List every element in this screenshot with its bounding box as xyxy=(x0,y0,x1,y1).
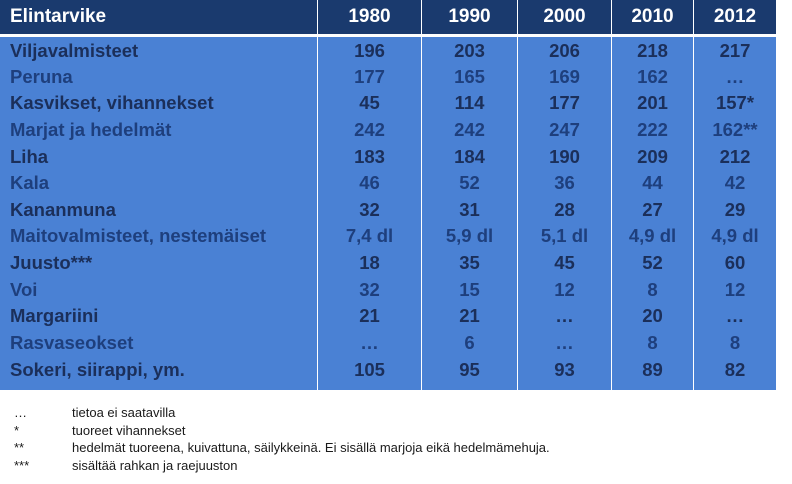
table-cell: 212 xyxy=(694,143,776,170)
table-cell: 46 xyxy=(318,170,422,197)
footnote-symbol: * xyxy=(14,422,20,438)
footnote-text: sisältää rahkan ja raejuuston xyxy=(72,457,238,473)
table-cell: 217 xyxy=(694,37,776,64)
table-cell: 8 xyxy=(612,276,694,303)
table-cell: 247 xyxy=(518,117,612,144)
header-cell: 2010 xyxy=(612,0,694,37)
table-cell: 6 xyxy=(422,330,518,357)
table-row xyxy=(0,64,776,91)
table-cell: 177 xyxy=(518,90,612,117)
table-cell: 20 xyxy=(612,303,694,330)
table-row xyxy=(0,117,776,144)
footnote-text: tietoa ei saatavilla xyxy=(72,405,176,420)
footnote xyxy=(14,439,550,457)
table-cell: 165 xyxy=(422,64,518,91)
table-cell: 177 xyxy=(318,64,422,91)
header-cell: 2012 xyxy=(694,0,776,37)
table-cell: 105 xyxy=(318,356,422,390)
table-cell: 44 xyxy=(612,170,694,197)
table-cell: 4,9 dl xyxy=(612,223,694,250)
table-cell: 60 xyxy=(694,250,776,277)
table-cell: … xyxy=(694,303,776,330)
footnote-symbol: … xyxy=(14,405,27,420)
footnote xyxy=(14,422,550,440)
footnotes xyxy=(14,404,550,474)
table-row xyxy=(0,356,776,390)
row-label: Sokeri, siirappi, ym. xyxy=(0,356,318,390)
table-cell: 45 xyxy=(318,90,422,117)
table-cell: 8 xyxy=(694,330,776,357)
table-cell: 7,4 dl xyxy=(318,223,422,250)
table-cell: 31 xyxy=(422,197,518,224)
table-row xyxy=(0,143,776,170)
table-cell: 157* xyxy=(694,90,776,117)
footnote-text: tuoreet vihannekset xyxy=(72,422,186,438)
table-cell: 114 xyxy=(422,90,518,117)
table-row xyxy=(0,90,776,117)
table-row xyxy=(0,170,776,197)
table-cell: 222 xyxy=(612,117,694,144)
table-cell: 5,9 dl xyxy=(422,223,518,250)
table-cell: 29 xyxy=(694,197,776,224)
table-cell: 32 xyxy=(318,276,422,303)
table-cell: 28 xyxy=(518,197,612,224)
row-label: Margariini xyxy=(0,303,318,330)
table-cell: 52 xyxy=(422,170,518,197)
table-cell: 52 xyxy=(612,250,694,277)
table-cell: 8 xyxy=(612,330,694,357)
table-row xyxy=(0,330,776,357)
footnote xyxy=(14,457,550,475)
table-cell: … xyxy=(518,303,612,330)
table-cell: 169 xyxy=(518,64,612,91)
row-label: Viljavalmisteet xyxy=(0,37,318,64)
table-cell: 93 xyxy=(518,356,612,390)
table-row xyxy=(0,303,776,330)
row-label: Juusto*** xyxy=(0,250,318,277)
footnote xyxy=(14,404,550,422)
table-cell: 242 xyxy=(422,117,518,144)
table-cell: 18 xyxy=(318,250,422,277)
table-cell: 184 xyxy=(422,143,518,170)
table-row xyxy=(0,250,776,277)
header-cell: 2000 xyxy=(518,0,612,37)
table-cell: 183 xyxy=(318,143,422,170)
table-row xyxy=(0,197,776,224)
row-label: Peruna xyxy=(0,64,318,91)
table-cell: 32 xyxy=(318,197,422,224)
table-cell: … xyxy=(518,330,612,357)
table-row xyxy=(0,223,776,250)
table-cell: 27 xyxy=(612,197,694,224)
footnote-text: hedelmät tuoreena, kuivattuna, säilykkeinä. Ei sisällä marjoja eikä hedelmämehuja. xyxy=(72,440,550,455)
table-cell: 203 xyxy=(422,37,518,64)
row-label: Maitovalmisteet, nestemäiset xyxy=(0,223,318,250)
table-cell: 201 xyxy=(612,90,694,117)
row-label: Marjat ja hedelmät xyxy=(0,117,318,144)
table-cell: 162 xyxy=(612,64,694,91)
row-label: Voi xyxy=(0,276,318,303)
table-cell: 36 xyxy=(518,170,612,197)
header-cell: Elintarvike xyxy=(0,0,318,37)
header-cell: 1980 xyxy=(318,0,422,37)
table-cell: 12 xyxy=(694,276,776,303)
header-cell: 1990 xyxy=(422,0,518,37)
footnote-symbol: ** xyxy=(14,440,25,455)
table-cell: 12 xyxy=(518,276,612,303)
table-cell: 35 xyxy=(422,250,518,277)
footnote-symbol: *** xyxy=(14,457,30,473)
table-cell: 21 xyxy=(318,303,422,330)
table-cell: 196 xyxy=(318,37,422,64)
table-cell: 45 xyxy=(518,250,612,277)
table-cell: … xyxy=(694,64,776,91)
row-label: Kasvikset, vihannekset xyxy=(0,90,318,117)
row-label: Rasvaseokset xyxy=(0,330,318,357)
row-label: Liha xyxy=(0,143,318,170)
row-label: Kananmuna xyxy=(0,197,318,224)
table-cell: 209 xyxy=(612,143,694,170)
table-cell: 218 xyxy=(612,37,694,64)
table-cell: … xyxy=(318,330,422,357)
table-cell: 206 xyxy=(518,37,612,64)
table-row xyxy=(0,276,776,303)
table-cell: 89 xyxy=(612,356,694,390)
table-cell: 95 xyxy=(422,356,518,390)
table-cell: 5,1 dl xyxy=(518,223,612,250)
table-cell: 15 xyxy=(422,276,518,303)
table-cell: 190 xyxy=(518,143,612,170)
table-cell: 82 xyxy=(694,356,776,390)
table-cell: 4,9 dl xyxy=(694,223,776,250)
table-cell: 21 xyxy=(422,303,518,330)
table-row xyxy=(0,37,776,64)
table-cell: 162** xyxy=(694,117,776,144)
header-row xyxy=(0,0,776,37)
table-cell: 42 xyxy=(694,170,776,197)
row-label: Kala xyxy=(0,170,318,197)
table-cell: 242 xyxy=(318,117,422,144)
